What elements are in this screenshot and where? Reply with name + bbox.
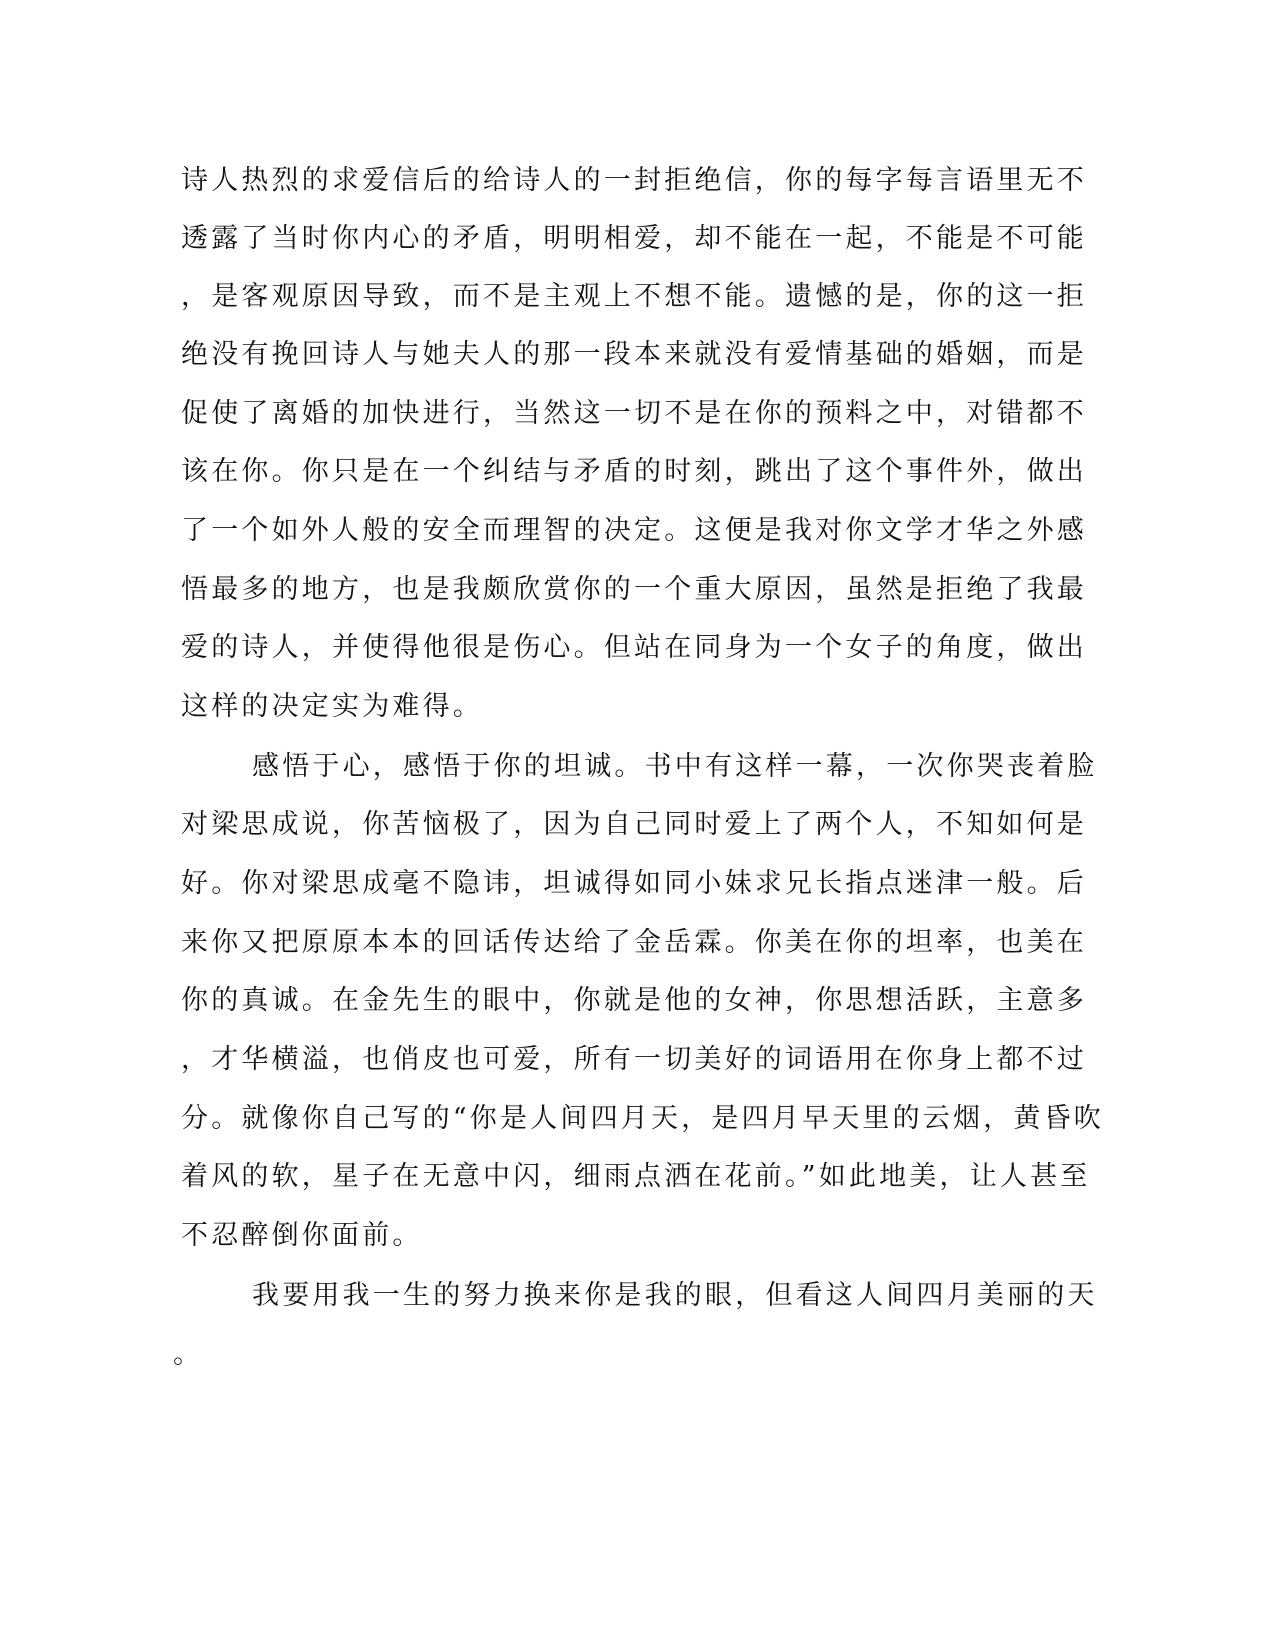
text-line: 着风的软，星子在无意中闪，细雨点洒在花前。”如此地美，让人甚至	[181, 1161, 1091, 1192]
text-line: 你的真诚。在金先生的眼中，你就是他的女神，你思想活跃，主意多	[181, 985, 1087, 1016]
text-line: 透露了当时你内心的矛盾，明明相爱，却不能在一起，不能是不可能	[181, 223, 1087, 254]
text-line: 分。就像你自己写的“你是人间四月天，是四月早天里的云烟，黄昏吹	[181, 1103, 1105, 1134]
text-line: 好。你对梁思成毫不隐讳，坦诚得如同小妹求兄长指点迷津一般。后	[181, 868, 1087, 899]
text-line: 对梁思成说，你苦恼极了，因为自己同时爱上了两个人，不知如何是	[181, 809, 1087, 840]
text-line: 不忍醉倒你面前。	[181, 1220, 423, 1251]
text-line: 悟最多的地方，也是我颇欣赏你的一个重大原因，虽然是拒绝了我最	[181, 574, 1087, 605]
text-line: 来你又把原原本本的回话传达给了金岳霖。你美在你的坦率，也美在	[181, 927, 1087, 958]
text-line: 。	[173, 1339, 204, 1370]
text-line: 绝没有挽回诗人与她夫人的那一段本来就没有爱情基础的婚姻，而是	[181, 339, 1087, 370]
text-line: ，才华横溢，也俏皮也可爱，所有一切美好的词语用在你身上都不过	[181, 1044, 1087, 1075]
text-line: 我要用我一生的努力换来你是我的眼，但看这人间四月美丽的天	[252, 1280, 1098, 1311]
text-line: 该在你。你只是在一个纠结与矛盾的时刻，跳出了这个事件外，做出	[181, 456, 1087, 487]
text-line: 感悟于心，感悟于你的坦诚。书中有这样一幕，一次你哭丧着脸	[252, 751, 1098, 782]
text-line: 爱的诗人，并使得他很是伤心。但站在同身为一个女子的角度，做出	[181, 632, 1087, 663]
text-line: ，是客观原因导致，而不是主观上不想不能。遗憾的是，你的这一拒	[181, 281, 1087, 312]
text-line: 诗人热烈的求爱信后的给诗人的一封拒绝信，你的每字每言语里无不	[181, 165, 1087, 196]
text-line: 这样的决定实为难得。	[181, 691, 483, 722]
text-line: 了一个如外人般的安全而理智的决定。这便是我对你文学才华之外感	[181, 515, 1087, 546]
text-line: 促使了离婚的加快进行，当然这一切不是在你的预料之中，对错都不	[181, 398, 1087, 429]
